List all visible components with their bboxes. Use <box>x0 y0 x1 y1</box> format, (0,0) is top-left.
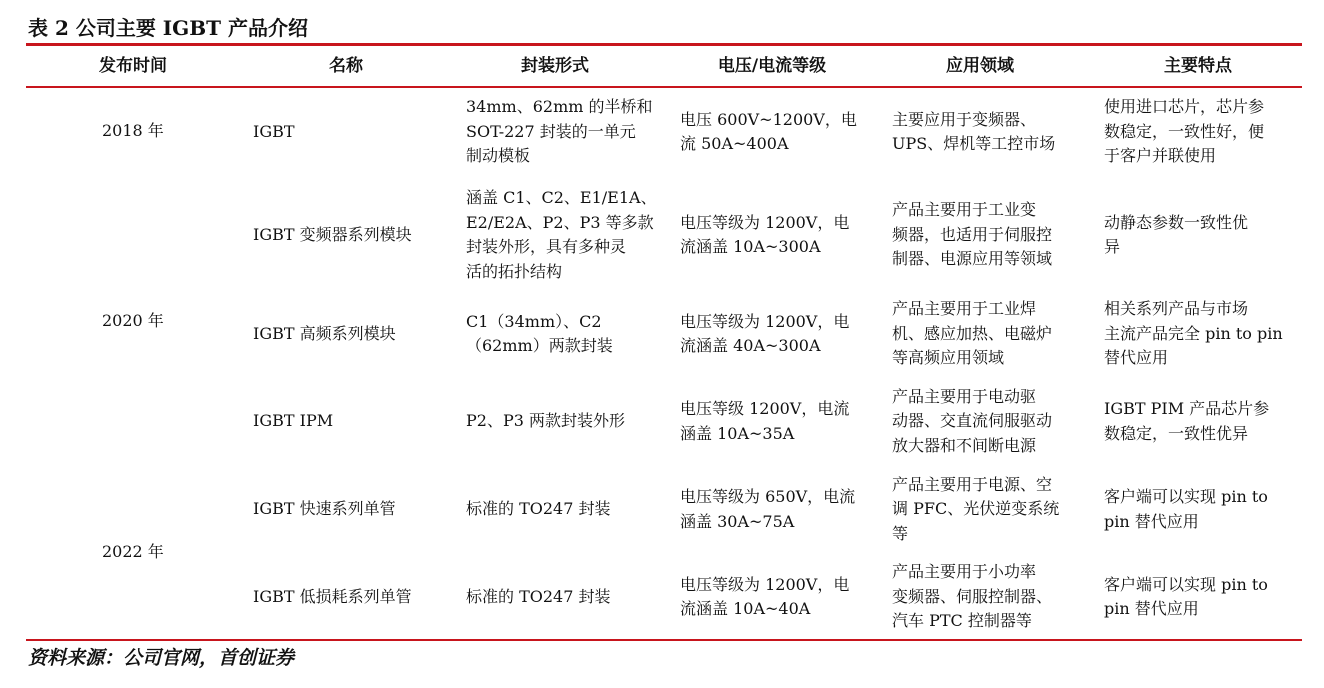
cell-line: 标准的 TO247 封装 <box>466 499 611 519</box>
cell-features <box>1104 467 1304 552</box>
cell-line: 动器、交直流伺服驱动 <box>892 411 1053 431</box>
cell-package <box>466 92 666 172</box>
header-release-time: 发布时间 <box>99 56 167 76</box>
cell-line: 流 50A~400A <box>680 134 789 153</box>
cell-voltage <box>680 92 880 172</box>
cell-line: 等 <box>892 523 909 543</box>
year-2020: 2020 年 <box>102 311 164 330</box>
cell-line: 流涵盖 10A~40A <box>680 599 811 618</box>
cell-line: UPS、焊机等工控市场 <box>892 134 1056 153</box>
cell-line: 电压等级为 1200V，电 <box>680 311 850 331</box>
cell-line: 产品主要用于工业变 <box>892 200 1037 220</box>
header-name: 名称 <box>329 56 363 76</box>
cell-line: 客户端可以实现 pin to <box>1104 487 1268 506</box>
cell-application <box>892 293 1092 375</box>
top-rule <box>26 43 1302 46</box>
cell-name <box>253 556 453 638</box>
cell-voltage <box>680 556 880 638</box>
cell-line: 制动模板 <box>466 146 531 166</box>
cell-line: 电压等级为 1200V，电 <box>680 212 850 232</box>
cell-line: C1（34mm）、C2 <box>466 311 602 331</box>
cell-features <box>1104 180 1304 290</box>
cell-voltage <box>680 293 880 375</box>
cell-application <box>892 467 1092 552</box>
cell-application <box>892 380 1092 463</box>
cell-line: pin 替代应用 <box>1104 599 1199 618</box>
cell-line: IGBT IPM <box>253 411 334 431</box>
source-note: 资料来源：公司官网，首创证券 <box>28 647 295 669</box>
cell-line: 于客户并联使用 <box>1104 146 1217 166</box>
cell-name <box>253 467 453 552</box>
cell-line: SOT-227 封装的一单元 <box>466 121 636 141</box>
cell-line: 电压 600V~1200V，电 <box>680 109 857 129</box>
header-application: 应用领域 <box>946 56 1014 76</box>
cell-application <box>892 556 1092 638</box>
cell-line: IGBT 低损耗系列单管 <box>253 586 412 606</box>
cell-name <box>253 380 453 463</box>
cell-package <box>466 556 666 638</box>
cell-line: IGBT 高频系列模块 <box>253 323 396 343</box>
cell-name <box>253 180 453 290</box>
cell-package <box>466 293 666 375</box>
year-2022: 2022 年 <box>102 542 164 561</box>
year-2018: 2018 年 <box>102 121 164 140</box>
cell-features <box>1104 293 1304 375</box>
cell-line: （62mm）两款封装 <box>466 336 613 355</box>
cell-features <box>1104 92 1304 172</box>
cell-line: IGBT <box>253 121 295 141</box>
cell-line: 使用进口芯片，芯片参 <box>1104 97 1265 117</box>
cell-line: 电压等级 1200V，电流 <box>680 399 850 418</box>
cell-line: 活的拓扑结构 <box>466 261 563 281</box>
cell-features <box>1104 380 1304 463</box>
cell-line: 制器、电源应用等领域 <box>892 249 1053 269</box>
cell-line: 流涵盖 40A~300A <box>680 336 821 355</box>
cell-line: 产品主要用于工业焊 <box>892 299 1037 319</box>
cell-line: 34mm、62mm 的半桥和 <box>466 97 653 117</box>
cell-line: 数稳定，一致性优异 <box>1104 423 1249 443</box>
cell-line: 主要应用于变频器、 <box>892 109 1037 129</box>
cell-line: 频器，也适用于伺服控 <box>892 224 1053 244</box>
cell-line: 涵盖 C1、C2、E1/E1A、 <box>466 188 657 207</box>
cell-line: 涵盖 30A~75A <box>680 511 795 531</box>
cell-line: 调 PFC、光伏逆变系统 <box>892 499 1060 519</box>
cell-line: 机、感应加热、电磁炉 <box>892 323 1053 343</box>
cell-application <box>892 180 1092 290</box>
cell-line: 放大器和不间断电源 <box>892 435 1037 455</box>
cell-application <box>892 92 1092 172</box>
cell-voltage <box>680 180 880 290</box>
header-rule <box>26 86 1302 88</box>
cell-line: 主流产品完全 pin to pin <box>1104 323 1283 343</box>
cell-line: pin 替代应用 <box>1104 511 1199 531</box>
cell-name <box>253 293 453 375</box>
table-title: 表 2 公司主要 IGBT 产品介绍 <box>28 16 308 40</box>
cell-package <box>466 467 666 552</box>
cell-line: 相关系列产品与市场 <box>1104 299 1249 319</box>
cell-line: P2、P3 两款封装外形 <box>466 411 625 431</box>
cell-line: 动静态参数一致性优 <box>1104 212 1249 232</box>
cell-line: 产品主要用于电源、空 <box>892 474 1053 494</box>
header-voltage-current: 电压/电流等级 <box>717 56 827 76</box>
cell-package <box>466 380 666 463</box>
cell-line: 电压等级为 1200V，电 <box>680 574 850 594</box>
cell-line: 异 <box>1104 237 1121 256</box>
cell-line: 数稳定，一致性好，便 <box>1104 121 1265 141</box>
cell-line: 汽车 PTC 控制器等 <box>892 611 1032 631</box>
cell-line: 变频器、伺服控制器、 <box>892 586 1053 606</box>
cell-line: 电压等级为 650V，电流 <box>680 487 856 506</box>
cell-line: 产品主要用于小功率 <box>892 562 1037 582</box>
cell-line: IGBT 变频器系列模块 <box>253 224 412 244</box>
cell-line: 封装外形，具有多种灵 <box>466 237 627 256</box>
cell-line: 客户端可以实现 pin to <box>1104 574 1268 594</box>
cell-line: 替代应用 <box>1104 348 1169 368</box>
cell-line: E2/E2A、P2、P3 等多款 <box>466 212 654 232</box>
cell-line: 等高频应用领域 <box>892 348 1005 368</box>
cell-voltage <box>680 467 880 552</box>
cell-features <box>1104 556 1304 638</box>
cell-line: 流涵盖 10A~300A <box>680 237 821 256</box>
header-features: 主要特点 <box>1164 56 1232 76</box>
bottom-rule <box>26 639 1302 641</box>
cell-package <box>466 180 666 290</box>
cell-line: IGBT PIM 产品芯片参 <box>1104 399 1270 418</box>
cell-line: 标准的 TO247 封装 <box>466 586 611 606</box>
cell-line: IGBT 快速系列单管 <box>253 499 396 519</box>
cell-line: 产品主要用于电动驱 <box>892 386 1037 406</box>
cell-name <box>253 92 453 172</box>
cell-line: 涵盖 10A~35A <box>680 423 795 443</box>
header-package: 封装形式 <box>521 56 589 76</box>
cell-voltage <box>680 380 880 463</box>
